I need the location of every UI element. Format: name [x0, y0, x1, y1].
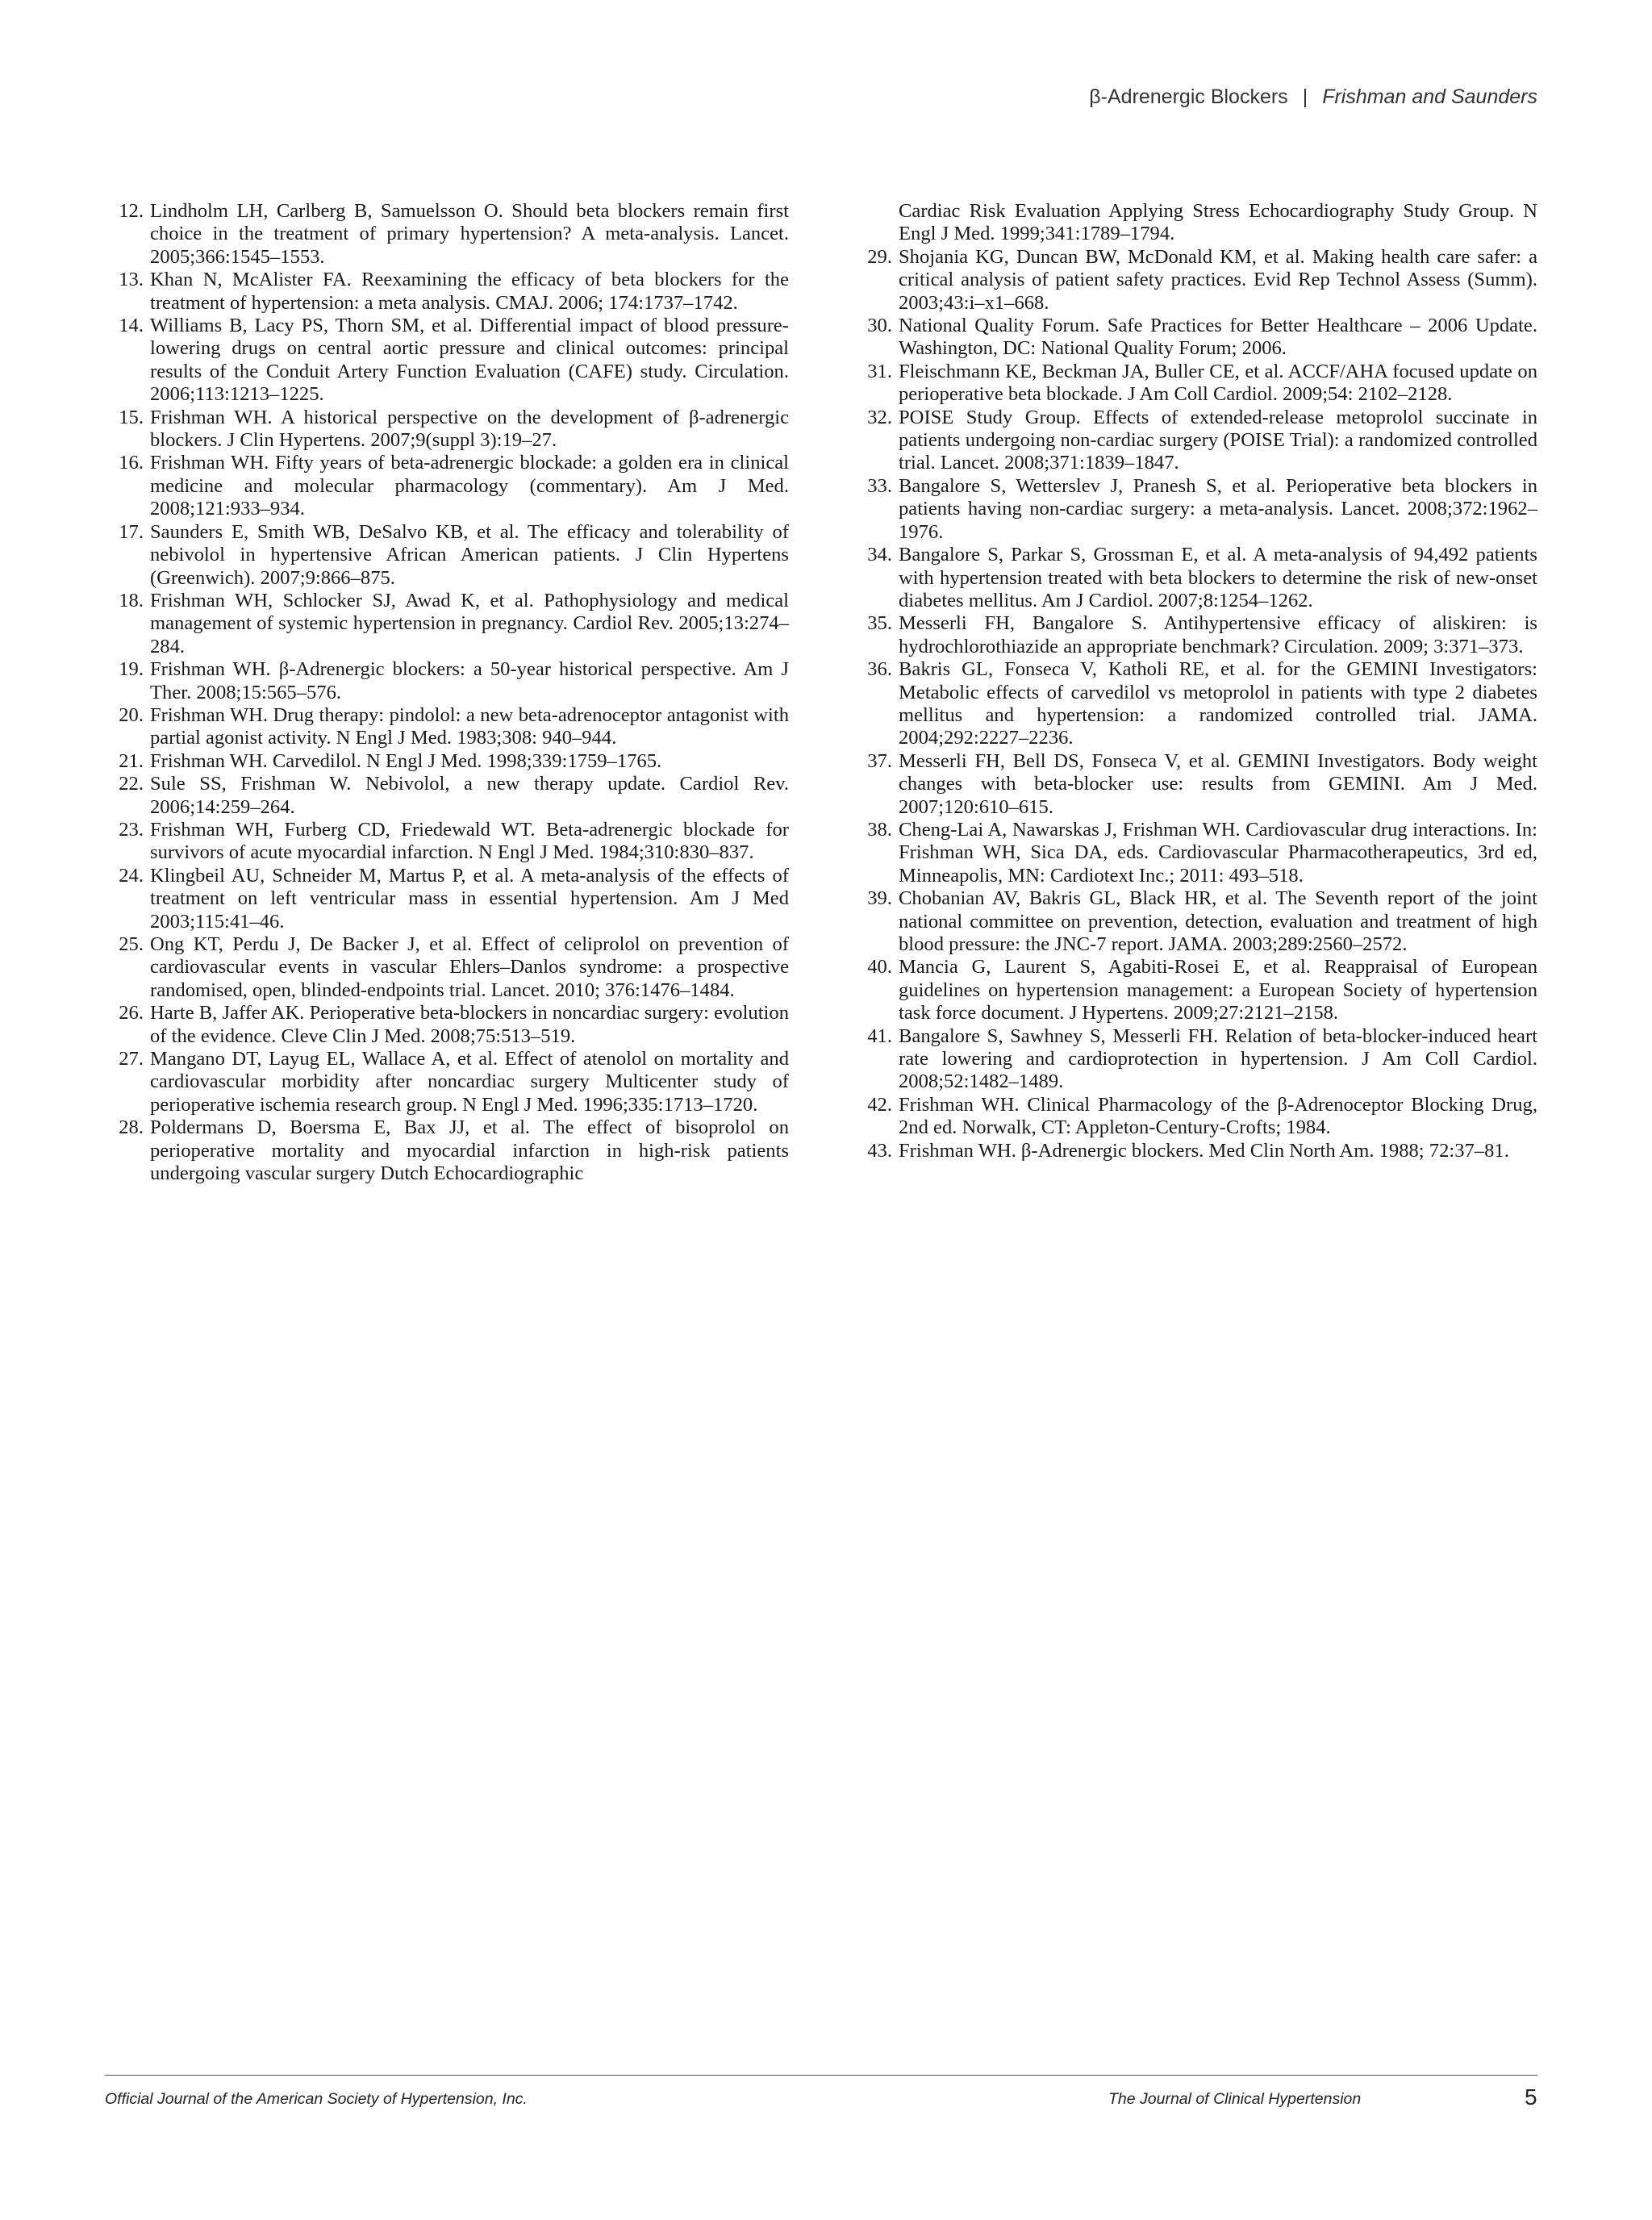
reference-text: Frishman WH, Schlocker SJ, Awad K, et al. Pathophysiology and medical management of systemic hypertension in pregnancy. Cardiol Rev. 2005;13:274–284. — [150, 589, 789, 657]
reference-number: 42 . — [853, 1094, 892, 1116]
reference-text: Frishman WH. A historical perspective on the development of β-adrenergic blockers. J Clin Hypertens. 2007;9(suppl 3):19–27. — [150, 406, 789, 452]
reference-text: Frishman WH. Clinical Pharmacology of the β-Adrenoceptor Blocking Drug, 2nd ed. Norwalk, CT: Appleton-Century-Crofts; 1984. — [899, 1093, 1537, 1139]
reference-item — [853, 819, 1537, 887]
reference-item — [105, 865, 789, 933]
reference-item — [853, 658, 1537, 750]
reference-text: Frishman WH. Carvedilol. N Engl J Med. 1998;339:1759–1765. — [150, 749, 662, 772]
reference-text: Frishman WH. Drug therapy: pindolol: a new beta-adrenoceptor antagonist with partial agonist activity. N Engl J Med. 1983;308: 940–944. — [150, 703, 789, 749]
reference-text: Messerli FH, Bangalore S. Antihypertensive efficacy of aliskiren: is hydrochlorothiazide an appropriate benchmark? Circulation. 2009; 3:371–373. — [899, 612, 1537, 657]
reference-text: National Quality Forum. Safe Practices for Better Healthcare – 2006 Update. Washington, DC: National Quality Forum; 2006. — [899, 315, 1537, 360]
reference-number: 19 . — [105, 658, 144, 681]
reference-number: 27 . — [105, 1048, 144, 1070]
reference-text: Fleischmann KE, Beckman JA, Buller CE, et al. ACCF/AHA focused update on perioperative beta blockade. J Am Coll Cardiol. 2009;54: 2102–2128. — [899, 360, 1537, 406]
reference-number: 38 . — [853, 819, 892, 841]
reference-text: Frishman WH, Furberg CD, Friedewald WT. Beta-adrenergic blockade for survivors of acute myocardial infarction. N Engl J Med. 1984;310:830–837. — [150, 818, 789, 864]
footer-society: Official Journal of the American Society of Hypertension, Inc. — [105, 2090, 528, 2108]
reference-number: 43 . — [853, 1140, 892, 1162]
reference-number: 36 . — [853, 658, 892, 681]
reference-item — [105, 452, 789, 520]
reference-item — [105, 658, 789, 704]
reference-item — [105, 773, 789, 819]
reference-text: Chobanian AV, Bakris GL, Black HR, et al. The Seventh report of the joint national committee on prevention, detection, evaluation and treatment of high blood pressure: the JNC-7 report. JAMA. 2003;289:2560–2572. — [899, 887, 1537, 955]
reference-text: Mangano DT, Layug EL, Wallace A, et al. Effect of atenolol on mortality and cardiovascular morbidity after noncardiac surgery Multicenter study of perioperative ischemia research group. N Engl J Med. 1996;335:1713–1720. — [150, 1048, 789, 1116]
reference-number: 20 . — [105, 704, 144, 727]
reference-number: 41 . — [853, 1025, 892, 1048]
running-head-title: β-Adrenergic Blockers — [1089, 86, 1288, 108]
references-right-column — [853, 200, 1537, 1162]
reference-item — [105, 1048, 789, 1116]
page-number: 5 — [1525, 2084, 1537, 2109]
reference-item — [105, 521, 789, 590]
reference-item — [853, 246, 1537, 315]
reference-number: 34 . — [853, 544, 892, 566]
reference-text: POISE Study Group. Effects of extended-release metoprolol succinate in patients undergoing non-cardiac surgery (POISE Trial): a randomized controlled trial. Lancet. 2008;371:1839–1847. — [899, 406, 1537, 474]
reference-item — [105, 1116, 789, 1185]
reference-item — [853, 475, 1537, 544]
reference-item — [105, 315, 789, 407]
footer-journal-name: The Journal of Clinical Hypertension — [1108, 2090, 1362, 2108]
reference-text: Frishman WH. Fifty years of beta-adrenergic blockade: a golden era in clinical medicine and molecular pharmacology (commentary). Am J Med. 2008;121:933–934. — [150, 452, 789, 520]
reference-number: 15 . — [105, 407, 144, 429]
reference-number: 12 . — [105, 200, 144, 223]
reference-item — [105, 407, 789, 453]
reference-text: Ong KT, Perdu J, De Backer J, et al. Effect of celiprolol on prevention of cardiovascular events in vascular Ehlers–Danlos syndrome: a prospective randomised, open, blinded-endpoints trial. Lancet. 2010; 376:1476–1484. — [150, 933, 789, 1001]
reference-number: 18 . — [105, 590, 144, 612]
reference-item — [105, 269, 789, 315]
reference-text: Bangalore S, Sawhney S, Messerli FH. Relation of beta-blocker-induced heart rate lowering and cardioprotection in hypertension. J Am Coll Cardiol. 2008;52:1482–1489. — [899, 1024, 1537, 1093]
reference-item — [853, 956, 1537, 1024]
reference-continuation: Cardiac Risk Evaluation Applying Stress Echocardiography Study Group. N Engl J Med. 1999;341:1789–1794. — [899, 200, 1537, 245]
reference-number: 26 . — [105, 1002, 144, 1024]
reference-number: 31 . — [853, 361, 892, 383]
reference-item — [853, 361, 1537, 407]
reference-number: 29 . — [853, 246, 892, 269]
reference-number: 21 . — [105, 750, 144, 773]
reference-item — [105, 1002, 789, 1048]
reference-number: 40 . — [853, 956, 892, 979]
reference-number: 30 . — [853, 315, 892, 337]
reference-number: 23 . — [105, 819, 144, 841]
reference-text: Frishman WH. β-Adrenergic blockers. Med Clin North Am. 1988; 72:37–81. — [899, 1139, 1509, 1162]
reference-text: Harte B, Jaffer AK. Perioperative beta-blockers in noncardiac surgery: evolution of the evidence. Cleve Clin J Med. 2008;75:513–519. — [150, 1002, 789, 1047]
footer-divider — [105, 2075, 1537, 2076]
running-head-authors: Frishman and Saunders — [1322, 86, 1537, 108]
reference-number: 39 . — [853, 887, 892, 910]
reference-number: 16 . — [105, 452, 144, 474]
reference-item — [105, 590, 789, 658]
reference-number: 28 . — [105, 1116, 144, 1139]
reference-text: Mancia G, Laurent S, Agabiti-Rosei E, et al. Reappraisal of European guidelines on hypertension management: a European Society of hypertension task force document. J Hypertens. 2009;27:2121–2158. — [899, 956, 1537, 1024]
reference-text: Shojania KG, Duncan BW, McDonald KM, et al. Making health care safer: a critical analysis of patient safety practices. Evid Rep Technol Assess (Summ). 2003;43:i–x1–668. — [899, 245, 1537, 314]
reference-text: Poldermans D, Boersma E, Bax JJ, et al. The effect of bisoprolol on perioperative mortality and myocardial infarction in high-risk patients undergoing vascular surgery Dutch Echocardiographic — [150, 1116, 789, 1185]
reference-number: 25 . — [105, 933, 144, 956]
reference-item — [853, 544, 1537, 612]
running-head-separator: | — [1302, 86, 1308, 108]
reference-text: Williams B, Lacy PS, Thorn SM, et al. Differential impact of blood pressure-lowering drugs on central aortic pressure and clinical outcomes: principal results of the Conduit Artery Function Evaluation (CAFE) study. Circulation. 2006;113:1213–1225. — [150, 315, 789, 406]
reference-number: 24 . — [105, 865, 144, 887]
reference-number: 17 . — [105, 521, 144, 544]
reference-item — [853, 315, 1537, 361]
reference-item — [105, 819, 789, 865]
reference-item — [853, 612, 1537, 658]
reference-item — [105, 200, 789, 269]
reference-text: Frishman WH. β-Adrenergic blockers: a 50-year historical perspective. Am J Ther. 2008;15:565–576. — [150, 658, 789, 703]
references-left-column — [105, 200, 789, 1185]
reference-number: 35 . — [853, 612, 892, 635]
reference-number: 14 . — [105, 315, 144, 337]
reference-item — [853, 407, 1537, 475]
running-head — [1089, 86, 1537, 109]
reference-item — [105, 750, 789, 773]
reference-text: Messerli FH, Bell DS, Fonseca V, et al. GEMINI Investigators. Body weight changes with beta-blocker use: results from GEMINI. Am J Med. 2007;120:610–615. — [899, 749, 1537, 818]
reference-number: 13 . — [105, 269, 144, 291]
reference-number: 22 . — [105, 773, 144, 795]
reference-text: Khan N, McAlister FA. Reexamining the efficacy of beta blockers for the treatment of hypertension: a meta analysis. CMAJ. 2006; 174:1737–1742. — [150, 269, 789, 314]
reference-item — [853, 1094, 1537, 1140]
reference-item — [853, 750, 1537, 819]
reference-item — [853, 887, 1537, 956]
reference-number: 37 . — [853, 750, 892, 773]
reference-text: Lindholm LH, Carlberg B, Samuelsson O. Should beta blockers remain first choice in the treatment of primary hypertension? A meta-analysis. Lancet. 2005;366:1545–1553. — [150, 200, 789, 268]
reference-text: Sule SS, Frishman W. Nebivolol, a new therapy update. Cardiol Rev. 2006;14:259–264. — [150, 773, 789, 818]
reference-text: Bangalore S, Parkar S, Grossman E, et al. A meta-analysis of 94,492 patients with hypertension treated with beta blockers to determine the risk of new-onset diabetes mellitus. Am J Cardiol. 2007;8:1254–1262. — [899, 544, 1537, 611]
reference-item — [105, 704, 789, 750]
reference-text: Bangalore S, Wetterslev J, Pranesh S, et al. Perioperative beta blockers in patients having non-cardiac surgery: a meta-analysis. Lancet. 2008;372:1962–1976. — [899, 474, 1537, 543]
reference-number: 33 . — [853, 475, 892, 498]
reference-item — [105, 933, 789, 1002]
reference-item — [853, 1140, 1537, 1162]
reference-text: Klingbeil AU, Schneider M, Martus P, et al. A meta-analysis of the effects of treatment on left ventricular mass in essential hypertension. Am J Med 2003;115:41–46. — [150, 864, 789, 933]
reference-text: Saunders E, Smith WB, DeSalvo KB, et al. The efficacy and tolerability of nebivolol in hypertensive African American patients. J Clin Hypertens (Greenwich). 2007;9:866–875. — [150, 520, 789, 589]
reference-text: Bakris GL, Fonseca V, Katholi RE, et al. for the GEMINI Investigators: Metabolic effects of carvedilol vs metoprolol in patients with type 2 diabetes mellitus and hypertension: a randomized controlled trial. JAMA. 2004;292:2227–2236. — [899, 658, 1537, 749]
reference-text: Cheng-Lai A, Nawarskas J, Frishman WH. Cardiovascular drug interactions. In: Frishman WH, Sica DA, eds. Cardiovascular Pharmacotherapeutics, 3rd ed, Minneapolis, MN: Cardiotext Inc.; 2011: 493–518. — [899, 818, 1537, 887]
reference-item — [853, 1025, 1537, 1094]
reference-number: 32 . — [853, 407, 892, 429]
